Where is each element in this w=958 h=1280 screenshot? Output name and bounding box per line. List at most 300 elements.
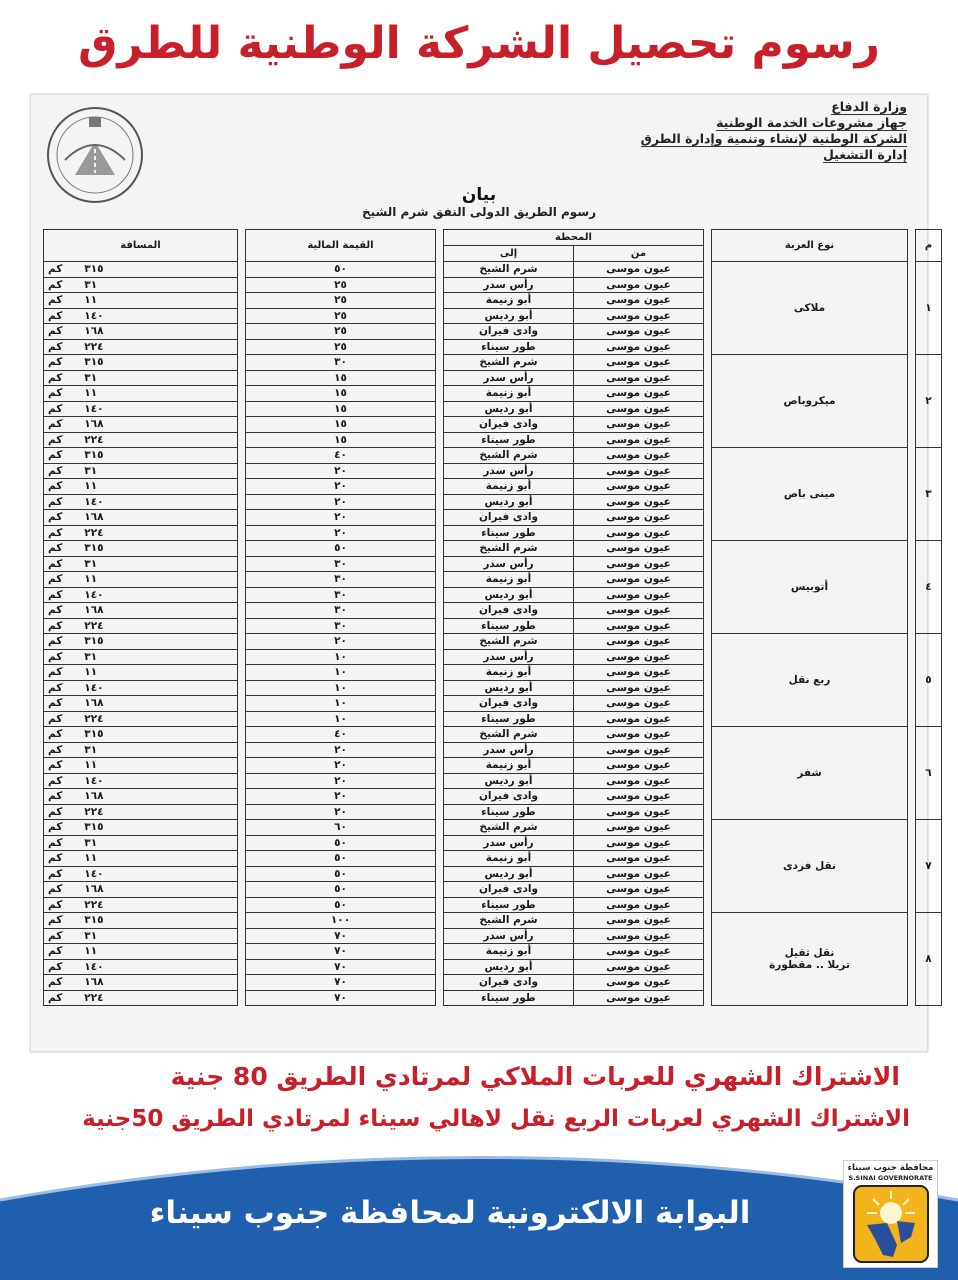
station-from: عيون موسى [574, 293, 704, 309]
distance-value: ١٤٠ [84, 309, 104, 322]
header-line-agency: جهاز مشروعات الخدمة الوطنية [716, 115, 907, 130]
distance-value: ١٦٨ [84, 325, 104, 338]
distance-value: ٣١٥ [84, 635, 104, 648]
station-from: عيون موسى [574, 882, 704, 898]
station-from: عيون موسى [574, 835, 704, 851]
distance-value: ٢٢٤ [84, 991, 104, 1004]
distance-cell [44, 820, 238, 836]
distance-cell [44, 401, 238, 417]
table-row [44, 913, 942, 929]
row-number: ٢ [916, 355, 942, 448]
distance-unit: كم [48, 573, 63, 586]
fee-value: ٣٠ [246, 618, 436, 634]
fee-value: ٢٥ [246, 324, 436, 340]
row-number: ١ [916, 262, 942, 355]
distance-value: ١٤٠ [84, 867, 104, 880]
station-to: وادى فيران [444, 696, 574, 712]
station-from: عيون موسى [574, 913, 704, 929]
station-from: عيون موسى [574, 277, 704, 293]
distance-cell [44, 603, 238, 619]
station-from: عيون موسى [574, 649, 704, 665]
distance-cell [44, 448, 238, 464]
station-from: عيون موسى [574, 556, 704, 572]
fee-value: ١٠ [246, 680, 436, 696]
distance-unit: كم [48, 728, 63, 741]
fee-value: ٧٠ [246, 928, 436, 944]
row-number: ٧ [916, 820, 942, 913]
distance-value: ١١ [84, 387, 98, 400]
station-to: رأس سدر [444, 556, 574, 572]
header-line-department: إدارة التشغيل [822, 147, 907, 162]
distance-cell [44, 959, 238, 975]
distance-unit: كم [48, 619, 63, 632]
station-to: أبو رديس [444, 587, 574, 603]
station-to: أبو رديس [444, 308, 574, 324]
row-number: ٨ [916, 913, 942, 1006]
station-from: عيون موسى [574, 928, 704, 944]
table-row [44, 820, 942, 836]
fee-value: ٢٠ [246, 634, 436, 650]
station-from: عيون موسى [574, 897, 704, 913]
distance-value: ٣١ [84, 743, 98, 756]
distance-cell [44, 804, 238, 820]
distance-cell [44, 897, 238, 913]
station-from: عيون موسى [574, 634, 704, 650]
station-to: طور سيناء [444, 525, 574, 541]
station-from: عيون موسى [574, 587, 704, 603]
distance-value: ٢٢٤ [84, 433, 104, 446]
distance-unit: كم [48, 325, 63, 338]
station-to: أبو رديس [444, 401, 574, 417]
col-header-station: المحطة [444, 230, 704, 246]
fee-value: ٥٠ [246, 882, 436, 898]
station-to: وادى فيران [444, 417, 574, 433]
distance-unit: كم [48, 929, 63, 942]
station-to: أبو رديس [444, 959, 574, 975]
distance-cell [44, 308, 238, 324]
distance-unit: كم [48, 588, 63, 601]
fees-table [43, 229, 942, 1006]
distance-cell [44, 851, 238, 867]
station-to: أبو رديس [444, 773, 574, 789]
fee-value: ٢٠ [246, 789, 436, 805]
station-to: أبو زنيمة [444, 479, 574, 495]
table-row [44, 262, 942, 278]
station-to: وادى فيران [444, 324, 574, 340]
station-from: عيون موسى [574, 262, 704, 278]
distance-unit: كم [48, 914, 63, 927]
col-header-vehicle-type: نوع العربة [712, 230, 908, 262]
distance-unit: كم [48, 898, 63, 911]
station-from: عيون موسى [574, 494, 704, 510]
distance-unit: كم [48, 511, 63, 524]
page-title: رسوم تحصيل الشركة الوطنية للطرق [78, 18, 880, 69]
distance-cell [44, 417, 238, 433]
distance-value: ٣١ [84, 278, 98, 291]
station-from: عيون موسى [574, 820, 704, 836]
station-to: وادى فيران [444, 789, 574, 805]
fee-value: ٢٥ [246, 277, 436, 293]
distance-cell [44, 773, 238, 789]
vehicle-type [712, 820, 908, 913]
station-to: وادى فيران [444, 510, 574, 526]
fee-value: ٥٠ [246, 262, 436, 278]
distance-unit: كم [48, 464, 63, 477]
distance-unit: كم [48, 945, 63, 958]
distance-cell [44, 711, 238, 727]
distance-value: ٣١٥ [84, 914, 104, 927]
distance-value: ٣١٥ [84, 728, 104, 741]
distance-value: ١٤٠ [84, 681, 104, 694]
distance-unit: كم [48, 836, 63, 849]
station-from: عيون موسى [574, 975, 704, 991]
distance-cell [44, 618, 238, 634]
distance-unit: كم [48, 852, 63, 865]
distance-value: ٣١٥ [84, 542, 104, 555]
distance-cell [44, 789, 238, 805]
fee-value: ٥٠ [246, 851, 436, 867]
distance-value: ٣١ [84, 371, 98, 384]
row-number: ٣ [916, 448, 942, 541]
fee-value: ٣٠ [246, 603, 436, 619]
distance-unit: كم [48, 743, 63, 756]
distance-value: ٢٢٤ [84, 340, 104, 353]
fee-value: ٥٠ [246, 835, 436, 851]
fee-value: ٦٠ [246, 820, 436, 836]
station-from: عيون موسى [574, 355, 704, 371]
distance-cell [44, 324, 238, 340]
distance-unit: كم [48, 263, 63, 276]
table-row [44, 448, 942, 464]
distance-value: ١٤٠ [84, 402, 104, 415]
station-from: عيون موسى [574, 525, 704, 541]
fee-value: ٥٠ [246, 897, 436, 913]
distance-value: ١٤٠ [84, 588, 104, 601]
distance-cell [44, 990, 238, 1006]
distance-unit: كم [48, 278, 63, 291]
governorate-logo[interactable] [843, 1160, 938, 1268]
station-from: عيون موسى [574, 572, 704, 588]
station-to: أبو زنيمة [444, 386, 574, 402]
document-sheet [30, 94, 933, 1052]
station-to: رأس سدر [444, 463, 574, 479]
station-from: عيون موسى [574, 463, 704, 479]
station-from: عيون موسى [574, 727, 704, 743]
note-pickup-subscription: الاشتراك الشهري لعربات الربع نقل لاهالي سيناء لمرتادي الطريق 50جنية [82, 1106, 910, 1132]
station-to: شرم الشيخ [444, 820, 574, 836]
vehicle-type [712, 262, 908, 355]
station-from: عيون موسى [574, 339, 704, 355]
station-from: عيون موسى [574, 773, 704, 789]
station-to: رأس سدر [444, 370, 574, 386]
station-to: رأس سدر [444, 928, 574, 944]
distance-value: ٢٢٤ [84, 898, 104, 911]
fee-value: ١٥ [246, 401, 436, 417]
station-to: أبو زنيمة [444, 665, 574, 681]
distance-cell [44, 339, 238, 355]
fee-value: ٢٠ [246, 510, 436, 526]
col-header-from: من [574, 246, 704, 262]
vehicle-type-label: مينى باص [783, 488, 836, 500]
ministry-header [641, 99, 907, 163]
distance-value: ٢٢٤ [84, 526, 104, 539]
fee-value: ٥٠ [246, 866, 436, 882]
station-to: أبو زنيمة [444, 944, 574, 960]
distance-unit: كم [48, 387, 63, 400]
distance-cell [44, 835, 238, 851]
distance-unit: كم [48, 480, 63, 493]
vehicle-type-label: ملاكى [793, 302, 826, 314]
station-from: عيون موسى [574, 618, 704, 634]
distance-unit: كم [48, 712, 63, 725]
distance-cell [44, 572, 238, 588]
vehicle-type [712, 634, 908, 727]
station-to: طور سيناء [444, 804, 574, 820]
station-to: شرم الشيخ [444, 355, 574, 371]
distance-unit: كم [48, 867, 63, 880]
distance-unit: كم [48, 604, 63, 617]
distance-cell [44, 913, 238, 929]
distance-cell [44, 587, 238, 603]
distance-unit: كم [48, 495, 63, 508]
distance-cell [44, 866, 238, 882]
distance-value: ٣١ [84, 836, 98, 849]
station-from: عيون موسى [574, 479, 704, 495]
vehicle-type-label: نقل ثقيل [784, 947, 835, 959]
governorate-name-en: S.SINAI GOVERNORATE [848, 1174, 933, 1182]
fee-value: ١٠ [246, 665, 436, 681]
vehicle-type-label: أتوبيس [790, 581, 829, 593]
col-header-distance: المسافة [44, 230, 238, 262]
station-to: وادى فيران [444, 975, 574, 991]
distance-value: ١١ [84, 480, 98, 493]
distance-cell [44, 262, 238, 278]
station-to: أبو زنيمة [444, 293, 574, 309]
fee-value: ٧٠ [246, 959, 436, 975]
fee-value: ١٥ [246, 370, 436, 386]
distance-value: ١١ [84, 759, 98, 772]
station-from: عيون موسى [574, 665, 704, 681]
distance-unit: كم [48, 650, 63, 663]
station-from: عيون موسى [574, 510, 704, 526]
fee-value: ٢٠ [246, 773, 436, 789]
station-from: عيون موسى [574, 959, 704, 975]
station-to: أبو زنيمة [444, 572, 574, 588]
distance-unit: كم [48, 294, 63, 307]
fee-value: ٧٠ [246, 944, 436, 960]
station-to: شرم الشيخ [444, 634, 574, 650]
fee-value: ٤٠ [246, 727, 436, 743]
distance-cell [44, 680, 238, 696]
table-row [44, 727, 942, 743]
distance-unit: كم [48, 681, 63, 694]
fee-value: ٢٥ [246, 293, 436, 309]
distance-cell [44, 556, 238, 572]
document-subheading: رسوم الطريق الدولى النفق شرم الشيخ [361, 205, 597, 219]
vehicle-type [712, 727, 908, 820]
fee-value: ١٥ [246, 432, 436, 448]
distance-unit: كم [48, 759, 63, 772]
vehicle-type-label-2: تريلا .. مقطورة [769, 959, 850, 971]
station-to: طور سيناء [444, 618, 574, 634]
distance-cell [44, 463, 238, 479]
fee-value: ١٠ [246, 711, 436, 727]
vehicle-type-label: ميكروباص [783, 395, 836, 407]
distance-unit: كم [48, 976, 63, 989]
station-to: طور سيناء [444, 432, 574, 448]
vehicle-type [712, 913, 908, 1006]
distance-value: ٢٢٤ [84, 619, 104, 632]
table-row [44, 355, 942, 371]
distance-cell [44, 727, 238, 743]
station-from: عيون موسى [574, 401, 704, 417]
station-to: طور سيناء [444, 897, 574, 913]
station-from: عيون موسى [574, 711, 704, 727]
distance-unit: كم [48, 526, 63, 539]
fee-value: ٢٠ [246, 494, 436, 510]
document-heading: بيان [461, 185, 497, 205]
distance-unit: كم [48, 883, 63, 896]
distance-value: ١٦٨ [84, 697, 104, 710]
fee-value: ٢٠ [246, 758, 436, 774]
col-header-to: إلى [444, 246, 574, 262]
distance-value: ١١ [84, 945, 98, 958]
fee-value: ١٠ [246, 696, 436, 712]
distance-cell [44, 370, 238, 386]
vehicle-type [712, 355, 908, 448]
row-number: ٥ [916, 634, 942, 727]
distance-value: ٢٢٤ [84, 805, 104, 818]
station-to: أبو رديس [444, 494, 574, 510]
station-to: طور سيناء [444, 339, 574, 355]
distance-cell [44, 277, 238, 293]
distance-value: ١٦٨ [84, 604, 104, 617]
distance-unit: كم [48, 449, 63, 462]
fee-value: ١٥ [246, 417, 436, 433]
distance-unit: كم [48, 433, 63, 446]
distance-value: ١١ [84, 852, 98, 865]
distance-unit: كم [48, 402, 63, 415]
distance-value: ٣١٥ [84, 449, 104, 462]
distance-cell [44, 928, 238, 944]
station-to: شرم الشيخ [444, 262, 574, 278]
station-to: رأس سدر [444, 835, 574, 851]
distance-cell [44, 665, 238, 681]
station-from: عيون موسى [574, 742, 704, 758]
fee-value: ٢٥ [246, 308, 436, 324]
distance-cell [44, 386, 238, 402]
distance-cell [44, 293, 238, 309]
distance-cell [44, 432, 238, 448]
station-to: أبو رديس [444, 680, 574, 696]
distance-unit: كم [48, 356, 63, 369]
header-line-company: الشركة الوطنية لإنشاء وتنمية وإدارة الطرق [640, 131, 907, 146]
station-from: عيون موسى [574, 944, 704, 960]
fee-value: ٤٠ [246, 448, 436, 464]
fee-value: ٣٠ [246, 587, 436, 603]
distance-unit: كم [48, 821, 63, 834]
distance-cell [44, 355, 238, 371]
fee-value: ١٠ [246, 649, 436, 665]
distance-value: ١١ [84, 666, 98, 679]
distance-unit: كم [48, 697, 63, 710]
distance-cell [44, 525, 238, 541]
fee-value: ٢٠ [246, 479, 436, 495]
fee-value: ٣٠ [246, 572, 436, 588]
station-from: عيون موسى [574, 432, 704, 448]
distance-value: ٣١٥ [84, 356, 104, 369]
station-to: طور سيناء [444, 711, 574, 727]
distance-cell [44, 944, 238, 960]
col-header-fee: القيمة المالية [246, 230, 436, 262]
station-to: وادى فيران [444, 882, 574, 898]
distance-cell [44, 758, 238, 774]
distance-value: ١١ [84, 573, 98, 586]
distance-unit: كم [48, 790, 63, 803]
distance-unit: كم [48, 309, 63, 322]
station-to: شرم الشيخ [444, 727, 574, 743]
distance-unit: كم [48, 557, 63, 570]
station-from: عيون موسى [574, 866, 704, 882]
distance-value: ١٦٨ [84, 418, 104, 431]
distance-value: ٣١٥ [84, 821, 104, 834]
station-from: عيون موسى [574, 541, 704, 557]
distance-unit: كم [48, 542, 63, 555]
station-to: شرم الشيخ [444, 541, 574, 557]
note-private-subscription: الاشتراك الشهري للعربات الملاكي لمرتادي الطريق 80 جنية [170, 1062, 900, 1091]
station-from: عيون موسى [574, 448, 704, 464]
station-from: عيون موسى [574, 603, 704, 619]
distance-value: ١٦٨ [84, 511, 104, 524]
distance-value: ١٤٠ [84, 495, 104, 508]
distance-value: ٣١ [84, 650, 98, 663]
station-to: رأس سدر [444, 649, 574, 665]
distance-cell [44, 882, 238, 898]
station-from: عيون موسى [574, 324, 704, 340]
station-from: عيون موسى [574, 758, 704, 774]
portal-title: البوابة الالكترونية لمحافظة جنوب سيناء [149, 1195, 751, 1231]
distance-cell [44, 649, 238, 665]
distance-cell [44, 510, 238, 526]
station-from: عيون موسى [574, 680, 704, 696]
station-from: عيون موسى [574, 308, 704, 324]
distance-cell [44, 975, 238, 991]
station-from: عيون موسى [574, 386, 704, 402]
distance-value: ٣١ [84, 929, 98, 942]
fee-value: ٥٠ [246, 541, 436, 557]
distance-cell [44, 479, 238, 495]
distance-unit: كم [48, 340, 63, 353]
distance-value: ١٤٠ [84, 960, 104, 973]
station-to: رأس سدر [444, 742, 574, 758]
station-to: رأس سدر [444, 277, 574, 293]
distance-cell [44, 494, 238, 510]
table-row [44, 634, 942, 650]
station-to: طور سيناء [444, 990, 574, 1006]
table-row [44, 541, 942, 557]
distance-unit: كم [48, 774, 63, 787]
fee-value: ١٥ [246, 386, 436, 402]
station-from: عيون موسى [574, 851, 704, 867]
vehicle-type [712, 448, 908, 541]
fee-value: ٣٠ [246, 355, 436, 371]
fee-value: ٣٠ [246, 556, 436, 572]
distance-unit: كم [48, 991, 63, 1004]
fees-table-body [44, 262, 942, 1006]
distance-unit: كم [48, 371, 63, 384]
governorate-name-ar: محافظة جنوب سيناء [847, 1163, 934, 1173]
distance-value: ١٦٨ [84, 976, 104, 989]
